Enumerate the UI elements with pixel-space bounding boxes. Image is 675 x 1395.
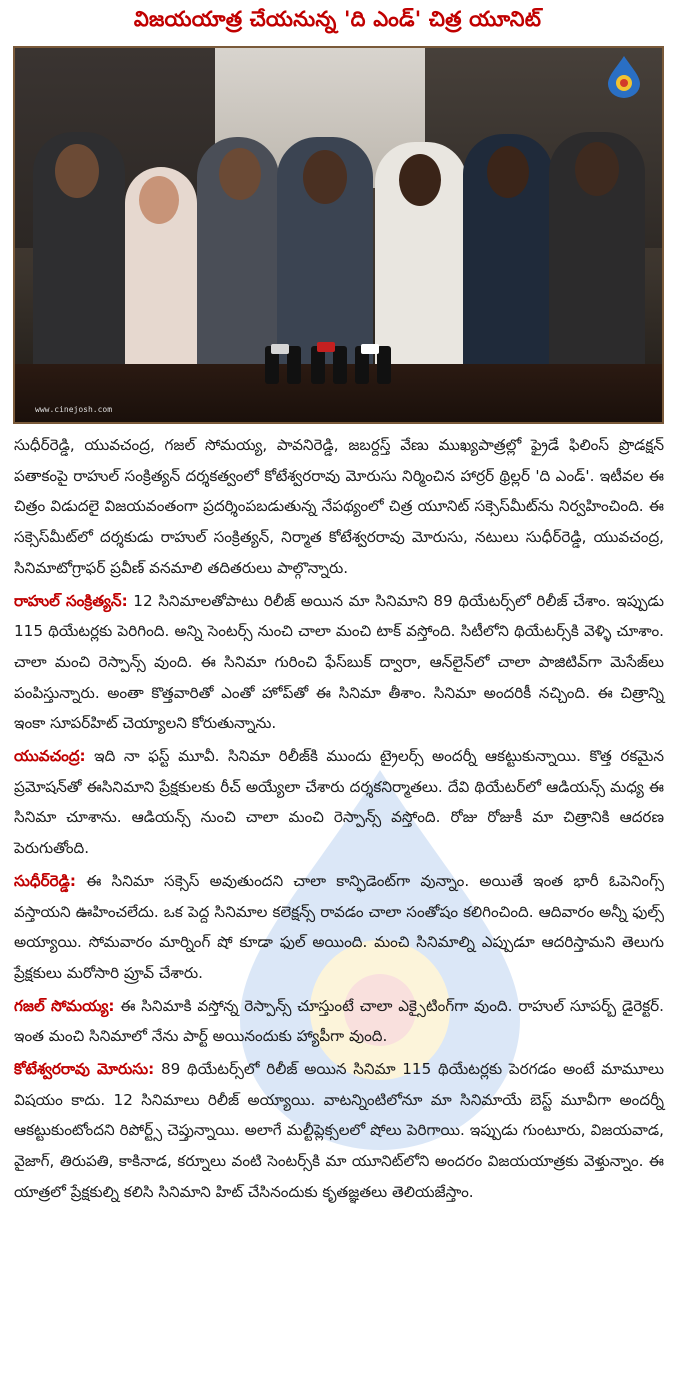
quote-paragraph bbox=[14, 741, 664, 864]
person-6-head bbox=[487, 146, 529, 198]
quote-paragraph bbox=[14, 866, 664, 989]
person-7-head bbox=[575, 142, 619, 196]
microphone bbox=[287, 346, 301, 384]
paragraph-text: ఈ సినిమా సక్సెస్ అవుతుందని చాలా కాన్ఫిడెంట్‌గా వున్నాం. అయితే ఇంత భారీ ఓపెనింగ్స్ వస్తాయని ఊహించలేదు. ఒక పెద్ద సినిమాల కలెక్షన్స్ రావడం చాలా సంతోషం కలిగించింది. ఆదివారం అన్నీ ఫుల్స్ అయ్యాయి. సోమవారం మార్నింగ్ షో కూడా ఫుల్ అయింది. మంచి సినిమాల్ని ఎప్పుడూ ఆదరిస్తామని తెలుగు ప్రేక్షకులు మరోసారి ప్రూవ్ చేశారు. bbox=[14, 871, 664, 982]
quote-paragraph bbox=[14, 586, 664, 740]
photo-watermark: www.cinejosh.com bbox=[35, 405, 113, 414]
speaker-name: గజల్ సోమయ్య: bbox=[14, 996, 115, 1015]
speaker-name: రాహుల్ సంక్రిత్యన్: bbox=[14, 591, 128, 610]
paragraph-text: 89 థియేటర్స్‌లో రిలీజ్ అయిన సినిమా 115 థియేటర్లకు పెరగడం అంటే మామూలు విషయం కాదు. 12 సినిమాలు రిలీజ్ అయ్యాయి. వాటన్నింటిలోనూ మా సినిమాయే బెస్ట్ మూవీగా అందర్నీ ఆకట్టుకుంటోందని రిపోర్ట్స్ చెప్తున్నాయి. అలాగే మల్టీప్లెక్సలలో షోలు పెరిగాయి. ఇప్పుడు గుంటూరు, విజయవాడ, వైజాగ్, తిరుపతి, కాకినాడ, కర్నూలు వంటి సెంటర్స్‌కి మా యూనిట్‌లోని అందరం విజయయాత్రకు వెళ్తున్నాం. ఈ యాత్రలో ప్రేక్షకుల్ని కలిసి సినిమాని హిట్ చేసినందుకు కృతజ్ఞతలు తెలియజేస్తాం. bbox=[14, 1060, 664, 1201]
mic-flag bbox=[361, 344, 379, 354]
article-body bbox=[14, 430, 664, 1210]
article-headline: విజయయాత్ర చేయనున్న 'ది ఎండ్' చిత్ర యూనిట్ bbox=[133, 7, 542, 31]
quote-paragraph bbox=[14, 1054, 664, 1208]
speaker-name: సుధీర్‌రెడ్డి: bbox=[14, 871, 76, 890]
article-photo bbox=[13, 46, 664, 424]
microphone bbox=[333, 346, 347, 384]
speaker-name: కోటేశ్వరరావు మోరుసు: bbox=[14, 1060, 155, 1079]
cinejosh-logo-icon bbox=[604, 54, 644, 98]
speaker-name: యువచంద్ర: bbox=[14, 747, 86, 766]
person-5-head bbox=[399, 154, 441, 206]
mic-flag bbox=[317, 342, 335, 352]
paragraph-text: ఇది నా ఫస్ట్ మూవీ. సినిమా రిలీజ్‌కి ముందు ట్రైలర్స్ అందర్నీ ఆకట్టుకున్నాయి. కొత్త రకమైన ప్రమోషన్‌తో ఈసినిమాని ప్రేక్షకులకు రీచ్ అయ్యేలా చేశారు దర్శకనిర్మాతలు. దేవి థియేటర్‌లో ఆడియన్స్ మధ్య ఈ సినిమా చూశాను. ఆడియన్స్ నుంచి చాలా మంచి రెస్పాన్స్ వస్తోంది. రోజు రోజుకీ మా చిత్రానికి ఆదరణ పెరుగుతోంది. bbox=[14, 747, 664, 858]
headline-bar bbox=[0, 0, 675, 44]
paragraph-text: 12 సినిమాలతోపాటు రిలీజ్ అయిన మా సినిమాని 89 థియేటర్స్‌లో రిలీజ్ చేశాం. ఇప్పుడు 115 థియేటర్లకు పెరిగింది. అన్ని సెంటర్స్ నుంచి చాలా మంచి టాక్ వస్తోంది. సిటీలోని థియేటర్స్‌కి వెళ్ళి చూశాం. చాలా మంచి రెస్పాన్స్ వుంది. ఈ సినిమా గురించి ఫేస్‌బుక్ ద్వారా, ఆన్‌లైన్‌లో చాలా పాజిటివ్‌గా మెసేజ్‌లు పంపిస్తున్నారు. అంతా కొత్తవారితో ఎంతో హోప్‌తో ఈ సినిమా తీశాం. సినిమా అందరికీ నచ్చింది. ఈ చిత్రాన్ని ఇంకా సూపర్‌హిట్ చెయ్యాలని కోరుతున్నాను. bbox=[14, 591, 665, 733]
person-3-head bbox=[219, 148, 261, 200]
paragraph-text: ఈ సినిమాకి వస్తోన్న రెస్పాన్స్ చూస్తుంటే చాలా ఎక్సైటింగ్‌గా వుంది. రాహుల్ సూపర్బ్ డైరెక్టర్. ఇంత మంచి సినిమాలో నేను పార్ట్ అయినందుకు హ్యాపీగా వుంది. bbox=[14, 996, 664, 1046]
mic-flag bbox=[271, 344, 289, 354]
intro-paragraph bbox=[14, 430, 664, 584]
quote-paragraph bbox=[14, 991, 664, 1052]
microphone bbox=[377, 346, 391, 384]
paragraph-text: సుధీర్‌రెడ్డి, యువచంద్ర, గజల్ సోమయ్య, పావనిరెడ్డి, జబర్దస్త్ వేణు ముఖ్యపాత్రల్లో ఫ్రైడే ఫిలింస్ ప్రొడక్షన్ పతాకంపై రాహుల్ సంక్రిత్యన్ దర్శకత్వంలో కోటేశ్వరరావు మోరుసు నిర్మించిన హార్రర్ థ్రిల్లర్ 'ది ఎండ్'. ఇటీవల ఈ చిత్రం విడుదలై విజయవంతంగా ప్రదర్శింపబడుతున్న నేపథ్యంలో చిత్ర యూనిట్ సక్సెస్‌మీట్‌ను నిర్వహించింది. ఈ సక్సెస్‌మీట్‌లో దర్శకుడు రాహుల్ సంక్రిత్యన్, నిర్మాత కోటేశ్వరరావు మోరుసు, నటులు సుధీర్‌రెడ్డి, యువచంద్ర, సినిమాటోగ్రాఫర్ ప్రవీణ్ వనమాలి తదితరులు పాల్గొన్నారు. bbox=[14, 436, 664, 577]
person-2-head bbox=[139, 176, 179, 224]
person-1-head bbox=[55, 144, 99, 198]
person-4-head bbox=[303, 150, 347, 204]
